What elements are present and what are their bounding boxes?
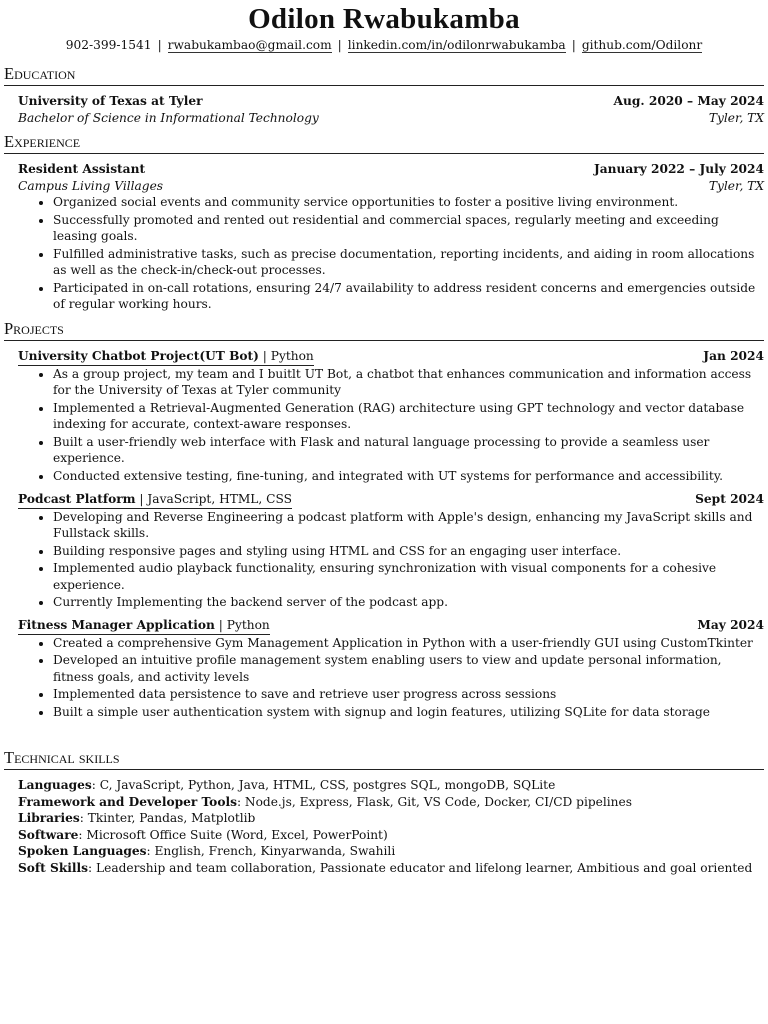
list-item (53, 280, 764, 313)
bullet-text: • Built a user-friendly web interface with Flask and natural language processing to provide a seamless user experience. (53, 434, 710, 465)
education-heading: Education (4, 64, 764, 86)
skill-row (18, 843, 764, 860)
project-tech: | Python (258, 349, 314, 363)
list-item (53, 468, 764, 485)
separator: | (571, 38, 576, 52)
list-item (53, 704, 764, 721)
skill-row (18, 777, 764, 794)
skill-value: : Leadership and team collaboration, Passionate educator and lifelong learner, Ambitious and goal oriented (88, 860, 753, 875)
skill-label: Soft Skills (18, 860, 89, 875)
project-bullets (18, 635, 764, 721)
skill-label: Libraries (18, 811, 80, 825)
github-link[interactable]: github.com/Odilonr (581, 38, 703, 52)
project-date: Jan 2024 (703, 349, 764, 363)
list-item (53, 434, 764, 467)
candidate-name: Odilon Rwabukamba (248, 3, 520, 35)
project-entry (18, 617, 764, 721)
bullet-text: • Conducted extensive testing, fine-tuning, and integrated with UT systems for performance and accessibility. (53, 468, 723, 483)
list-item (53, 212, 764, 245)
skill-value: : Microsoft Office Suite (Word, Excel, PowerPoint) (78, 827, 388, 842)
experience-entry (18, 161, 764, 314)
list-item (53, 509, 764, 542)
project-entry (18, 491, 764, 612)
skill-row (18, 810, 764, 827)
bullet-text: • Participated in on-call rotations, ensuring 24/7 availability to address resident concerns and emergencies outside of regular working hours. (53, 280, 756, 311)
skill-value: : C, JavaScript, Python, Java, HTML, CSS, postgres SQL, mongoDB, SQLite (91, 778, 556, 792)
projects-heading: Projects (4, 319, 764, 341)
project-name: Fitness Manager Application (18, 618, 215, 632)
education-dates: Aug. 2020 – May 2024 (613, 94, 764, 108)
list-item (53, 194, 764, 211)
project-tech: | JavaScript, HTML, CSS (135, 492, 292, 506)
list-item (53, 246, 764, 279)
project-name: Podcast Platform (18, 492, 136, 506)
skill-value: : Tkinter, Pandas, Matplotlib (79, 811, 256, 825)
skill-label: Software (18, 827, 79, 842)
skills-list (18, 777, 764, 876)
skill-row (18, 794, 764, 811)
bullet-text: • Developed an intuitive profile management system enabling users to view and update personal information, fitness goals, and activity levels (53, 653, 722, 684)
project-date: Sept 2024 (695, 492, 764, 506)
education-location: Tyler, TX (708, 110, 764, 125)
list-item (53, 366, 764, 399)
project-date: May 2024 (697, 618, 764, 632)
skills-heading: Technical skills (4, 748, 764, 770)
experience-location: Tyler, TX (708, 178, 764, 193)
bullet-text: • Successfully promoted and rented out residential and commercial spaces, regularly meeting and exceeding leasing goals. (53, 212, 719, 243)
bullet-text: • Currently Implementing the backend server of the podcast app. (53, 595, 448, 609)
education-entry (18, 93, 764, 126)
project-entry (18, 348, 764, 485)
list-item (53, 686, 764, 703)
separator: | (157, 38, 162, 52)
list-item (53, 543, 764, 560)
skill-row (18, 827, 764, 844)
separator: | (337, 38, 342, 52)
list-item (53, 652, 764, 685)
list-item (53, 594, 764, 611)
project-tech: | Python (214, 618, 270, 632)
skill-value: : Node.js, Express, Flask, Git, VS Code, Docker, CI/CD pipelines (236, 794, 633, 809)
phone-number: 902-399-1541 (65, 38, 152, 52)
bullet-text: • Implemented data persistence to save and retrieve user progress across sessions (53, 687, 557, 701)
contact-line (0, 36, 768, 54)
skill-label: Framework and Developer Tools (18, 794, 237, 809)
experience-bullets (18, 194, 764, 313)
school-name: University of Texas at Tyler (18, 94, 203, 108)
bullet-text: • Implemented audio playback functionality, ensuring synchronization with visual components for a cohesive experience. (53, 561, 717, 592)
bullet-text: • As a group project, my team and I buitlt UT Bot, a chatbot that enhances communication and information access for the University of Texas at Tyler community (53, 366, 752, 397)
list-item (53, 560, 764, 593)
project-bullets (18, 509, 764, 611)
experience-heading: Experience (4, 132, 764, 154)
linkedin-link[interactable]: linkedin.com/in/odilonrwabukamba (347, 38, 566, 52)
bullet-text: • Organized social events and community service opportunities to foster a positive living environment. (53, 195, 679, 209)
list-item (53, 400, 764, 433)
bullet-text: • Implemented a Retrieval-Augmented Generation (RAG) architecture using GPT technology and vector database indexing for accurate, context-aware responses. (53, 400, 745, 431)
organization: Campus Living Villages (18, 178, 164, 193)
skill-label: Languages (18, 778, 92, 792)
degree: Bachelor of Science in Informational Technology (18, 110, 319, 125)
list-item (53, 635, 764, 652)
skill-label: Spoken Languages (18, 844, 147, 858)
project-bullets (18, 366, 764, 485)
bullet-text: • Fulfilled administrative tasks, such as precise documentation, reporting incidents, and aiding in room allocations as well as the check-in/check-out processes. (53, 246, 755, 277)
skill-value: : English, French, Kinyarwanda, Swahili (146, 844, 396, 858)
role-title: Resident Assistant (18, 162, 146, 176)
bullet-text: • Developing and Reverse Engineering a podcast platform with Apple's design, enhancing my JavaScript skills and Fullstack skills. (53, 509, 753, 540)
email-link[interactable]: rwabukambao@gmail.com (167, 38, 332, 52)
project-name: University Chatbot Project(UT Bot) (18, 349, 259, 363)
skill-row (18, 860, 764, 877)
bullet-text: • Built a simple user authentication system with signup and login features, utilizing SQLite for data storage (53, 704, 710, 719)
experience-dates: January 2022 – July 2024 (593, 162, 764, 176)
bullet-text: • Created a comprehensive Gym Management Application in Python with a user-friendly GUI using CustomTkinter (53, 635, 753, 650)
bullet-text: • Building responsive pages and styling using HTML and CSS for an engaging user interface. (53, 543, 622, 558)
